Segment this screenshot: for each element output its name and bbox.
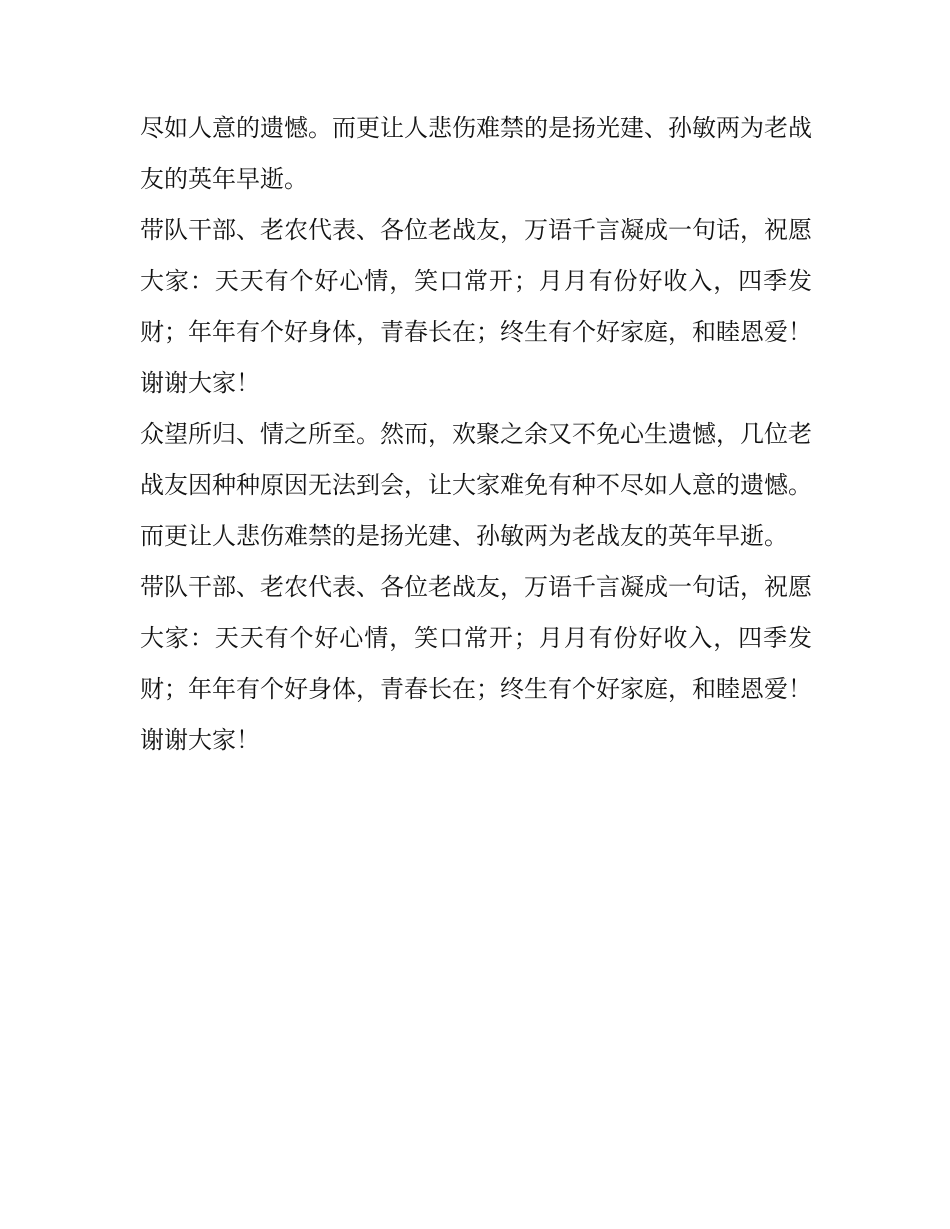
paragraph-gathering: 众望所归、情之所至。然而，欢聚之余又不免心生遗憾，几位老战友因种种原因无法到会，让大家难免有种不尽如人意的遗憾。而更让人悲伤难禁的是扬光建、孙敏两为老战友的英年早逝。 (140, 420, 812, 550)
paragraph-continued-regret: 尽如人意的遗憾。而更让人悲伤难禁的是扬光建、孙敏两为老战友的英年早逝。 (140, 114, 812, 193)
paragraph-blessing: 带队干部、老农代表、各位老战友，万语千言凝成一句话，祝愿大家：天天有个好心情，笑口常开；月月有份好收入，四季发财；年年有个好身体，青春长在；终生有个好家庭，和睦恩爱！ (140, 216, 812, 346)
paragraph-thanks: 谢谢大家！ (140, 369, 260, 397)
paragraph-blessing-repeat: 带队干部、老农代表、各位老战友，万语千言凝成一句话，祝愿大家：天天有个好心情，笑口常开；月月有份好收入，四季发财；年年有个好身体，青春长在；终生有个好家庭，和睦恩爱！ (140, 573, 812, 703)
document-body (140, 103, 812, 766)
paragraph-thanks-repeat: 谢谢大家！ (140, 726, 260, 754)
